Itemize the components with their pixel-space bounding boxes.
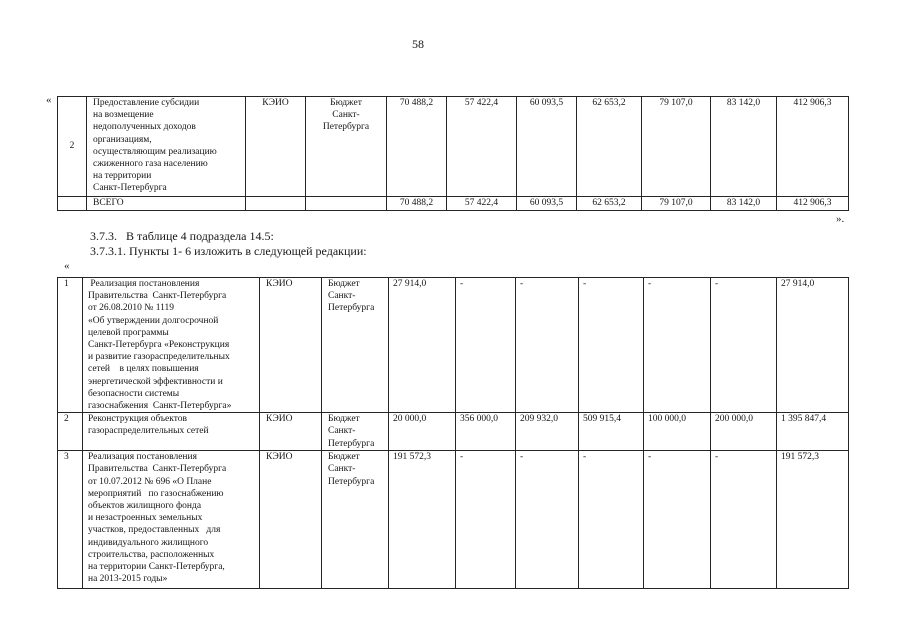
measure-name-line: газоснабжения Санкт-Петербурга»	[88, 401, 232, 412]
measure-name-line: целевой программы	[88, 327, 169, 338]
executor-cell	[260, 413, 322, 451]
funding-source-line: Санкт-	[332, 110, 360, 121]
measure-name-line: газораспределительных сетей	[88, 426, 209, 437]
table-row	[58, 413, 849, 451]
measure-name-line: Правительства Санкт-Петербурга	[88, 464, 227, 475]
measure-name-line: на территории Санкт-Петербурга,	[88, 562, 225, 573]
table-row	[58, 97, 849, 197]
year-amount-cell	[456, 278, 516, 413]
measure-name-line: «Об утверждении долгосрочной	[88, 315, 219, 326]
year-amount: 62 653,2	[592, 198, 626, 208]
measure-name-line: мероприятий по газоснабжению	[88, 488, 224, 499]
measure-name-line: участков, предоставленных для	[88, 525, 221, 536]
year-amount-cell	[579, 278, 644, 413]
executor: КЭИО	[266, 414, 293, 425]
year-amount: 79 107,0	[659, 198, 693, 208]
funding-source-line: Бюджет	[328, 414, 360, 425]
paragraph-3-7-3-1: 3.7.3.1. Пункты 1- 6 изложить в следующей редакции:	[90, 244, 367, 258]
year-amount: 200 000,0	[715, 414, 753, 425]
funding-table-continued	[57, 96, 849, 211]
funding-source-line: Петербурга	[322, 122, 370, 133]
total-amount-cell	[777, 97, 849, 197]
year-amount: -	[648, 279, 652, 289]
funding-source-line: Бюджет	[328, 279, 360, 289]
funding-source-line: Петербурга	[328, 476, 375, 487]
table-body	[58, 278, 849, 589]
row-number-cell	[58, 197, 87, 211]
year-amount-cell	[711, 278, 777, 413]
year-amount: 70 488,2	[399, 98, 434, 108]
executor-cell	[246, 197, 306, 211]
year-amount: -	[583, 452, 587, 463]
measure-name-line: Реализация постановления	[88, 452, 197, 463]
total-amount: 412 906,3	[793, 98, 832, 108]
year-amount: 100 000,0	[648, 414, 686, 425]
year-amount: -	[520, 279, 524, 289]
year-amount-cell	[389, 278, 456, 413]
year-amount-cell	[711, 451, 777, 589]
year-amount-cell	[642, 97, 711, 197]
year-amount: -	[715, 452, 719, 463]
executor-cell	[260, 451, 322, 589]
year-amount-cell	[387, 197, 447, 211]
measure-name-line: Реконструкция объектов	[88, 414, 187, 425]
funding-source-line: Петербурга	[328, 303, 375, 314]
measure-name-cell	[83, 278, 260, 413]
table-body	[58, 97, 849, 211]
year-amount: -	[460, 279, 464, 289]
year-amount: -	[460, 452, 464, 463]
year-amount-cell	[644, 278, 711, 413]
measure-name-line: на возмещение	[93, 110, 154, 121]
funding-source-line: Санкт-	[328, 464, 356, 475]
measure-name-line: сжиженного газа населению	[93, 159, 208, 170]
measure-name-line: от 10.07.2012 № 696 «О Плане	[88, 476, 212, 487]
total-amount-cell	[777, 278, 849, 413]
measure-name-cell	[83, 451, 260, 589]
measure-name-line: осуществляющим реализацию	[93, 146, 217, 157]
year-amount-cell	[711, 197, 777, 211]
year-amount: 79 107,0	[659, 98, 693, 108]
funding-source-line: Петербурга	[328, 438, 375, 449]
row-number: 1	[64, 279, 69, 289]
row-number-cell	[58, 278, 83, 413]
executor-cell	[246, 97, 306, 197]
measure-name-line: и незастроенных земельных	[88, 513, 203, 524]
year-amount-cell	[447, 197, 517, 211]
year-amount: 83 142,0	[726, 198, 761, 208]
table-row	[58, 278, 849, 413]
measure-name-line: ВСЕГО	[93, 198, 124, 208]
year-amount-cell	[579, 413, 644, 451]
funding-source-line: Санкт-	[328, 426, 356, 437]
year-amount: -	[520, 452, 524, 463]
measure-name-line: объектов жилищного фонда	[88, 501, 202, 512]
total-amount: 27 914,0	[781, 279, 815, 289]
year-amount-cell	[711, 413, 777, 451]
year-amount: 83 142,0	[726, 98, 761, 108]
measure-name-line: строительства, расположенных	[88, 549, 215, 560]
measure-name-line: Правительства Санкт-Петербурга	[88, 291, 227, 302]
paragraph-3-7-3: 3.7.3. В таблице 4 подраздела 14.5:	[90, 229, 274, 243]
year-amount-cell	[644, 413, 711, 451]
year-amount-cell	[456, 413, 516, 451]
funding-source-line: Бюджет	[330, 98, 362, 108]
year-amount: 62 653,2	[592, 98, 626, 108]
total-amount-cell	[777, 451, 849, 589]
year-amount-cell	[517, 97, 577, 197]
total-amount-cell	[777, 413, 849, 451]
measure-name-line: индивидуального жилищного	[88, 537, 209, 548]
funding-table-new-edition	[57, 277, 849, 589]
year-amount: 70 488,2	[399, 198, 434, 208]
measure-name-cell	[87, 197, 246, 211]
funding-source-cell	[322, 278, 389, 413]
year-amount: 57 422,4	[464, 198, 499, 208]
year-amount-cell	[456, 451, 516, 589]
year-amount: -	[648, 452, 652, 463]
total-amount-cell	[777, 197, 849, 211]
funding-source-cell	[322, 451, 389, 589]
year-amount-cell	[516, 278, 579, 413]
funding-source-line: Санкт-	[328, 291, 356, 302]
row-number-cell	[58, 413, 83, 451]
measure-name-line: недополученных доходов	[93, 122, 196, 133]
funding-source-cell	[306, 197, 387, 211]
year-amount: 20 000,0	[393, 414, 427, 425]
year-amount-cell	[389, 451, 456, 589]
measure-name-line: от 26.08.2010 № 1119	[88, 303, 175, 314]
measure-name-line: на территории	[93, 171, 152, 182]
measure-name-line: Реализация постановления	[88, 279, 200, 289]
measure-name-line: и развитие газораспределительных	[88, 352, 230, 363]
year-amount: 57 422,4	[464, 98, 499, 108]
executor: КЭИО	[266, 279, 293, 289]
measure-name-line: энергетической эффективности и	[88, 376, 223, 387]
measure-name-cell	[83, 413, 260, 451]
page-number: 58	[412, 37, 424, 51]
opening-quote: «	[64, 260, 70, 272]
table-row	[58, 451, 849, 589]
year-amount-cell	[644, 451, 711, 589]
row-number: 2	[64, 414, 69, 425]
year-amount-cell	[447, 97, 517, 197]
measure-name-line: организациям,	[93, 134, 152, 145]
year-amount-cell	[517, 197, 577, 211]
measure-name-line: Предоставление субсидии	[93, 98, 200, 108]
row-number-cell	[58, 451, 83, 589]
year-amount-cell	[577, 197, 642, 211]
row-number: 3	[64, 452, 69, 463]
year-amount: 509 915,4	[583, 414, 621, 425]
year-amount: 356 000,0	[460, 414, 498, 425]
year-amount: -	[583, 279, 587, 289]
closing-quote: ».	[836, 213, 845, 225]
year-amount-cell	[642, 197, 711, 211]
total-amount: 1 395 847,4	[781, 414, 827, 425]
year-amount: 60 093,5	[529, 198, 564, 208]
year-amount: -	[715, 279, 719, 289]
total-amount: 412 906,3	[793, 198, 832, 208]
executor-cell	[260, 278, 322, 413]
year-amount: 27 914,0	[393, 279, 427, 289]
row-number-cell	[58, 97, 87, 197]
funding-source-cell	[322, 413, 389, 451]
total-amount: 191 572,3	[781, 452, 819, 463]
year-amount-cell	[387, 97, 447, 197]
table-row	[58, 197, 849, 211]
measure-name-line: сетей в целях повышения	[88, 364, 199, 375]
measure-name-line: Санкт-Петербурга	[93, 183, 167, 194]
year-amount: 191 572,3	[393, 452, 431, 463]
year-amount-cell	[516, 413, 579, 451]
row-number: 2	[69, 141, 75, 152]
year-amount-cell	[516, 451, 579, 589]
year-amount: 209 932,0	[520, 414, 558, 425]
measure-name-line: на 2013-2015 годы»	[88, 574, 168, 585]
year-amount: 60 093,5	[529, 98, 564, 108]
year-amount-cell	[711, 97, 777, 197]
funding-source-cell	[306, 97, 387, 197]
year-amount-cell	[577, 97, 642, 197]
funding-source-line: Бюджет	[328, 452, 360, 463]
measure-name-line: безопасности системы	[88, 388, 180, 399]
year-amount-cell	[579, 451, 644, 589]
opening-quote: «	[46, 94, 52, 106]
measure-name-line: Санкт-Петербурга «Реконструкция	[88, 340, 230, 351]
executor: КЭИО	[262, 98, 289, 108]
year-amount-cell	[389, 413, 456, 451]
executor: КЭИО	[266, 452, 293, 463]
measure-name-cell	[87, 97, 246, 197]
